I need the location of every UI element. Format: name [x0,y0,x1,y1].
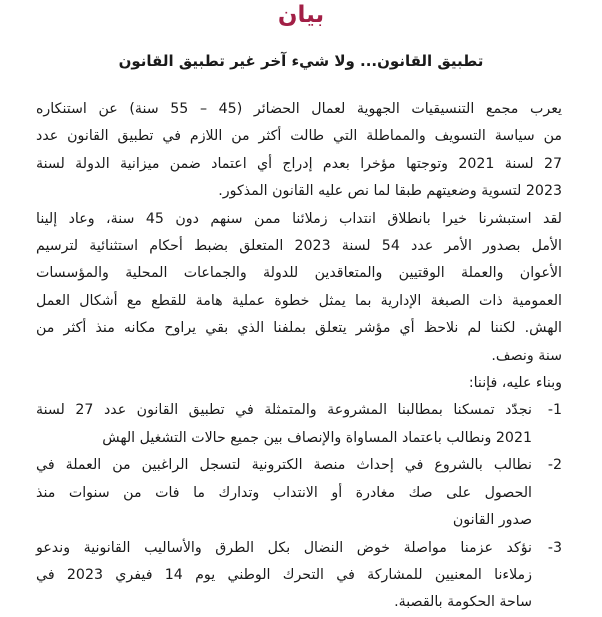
paragraph-1-line: 2023 لتسوية وضعيتهم طبقا لما نص عليه القانون المذكور. [218,183,562,200]
paragraph-2-line: الأمل بصدور الأمر عدد 54 لسنة 2023 المتعلق بضبط أحكام استثنائية لترسيم [36,238,562,255]
list-item-number: 1- [547,402,562,419]
document-body [36,96,562,617]
document-subtitle: تطبيق القانون... ولا شيء آخر غير تطبيق القانون [118,52,484,70]
paragraph-2-line: العمومية ذات الصبغة الإدارية بما يمثل خطوة عملية هامة للقطع مع أشكال العمل [36,292,562,309]
list-item-line: نطالب بالشروع في إحداث منصة الكترونية لتسجل الراغبين من العملة في [36,457,532,474]
paragraph-2-line: الهش. لكننا لم نلاحظ أي مؤشر يتعلق بملفنا الذي بقي يراوح مكانه منذ أكثر من [36,320,562,337]
intro-line-text: وبناء عليه، فإننا: [468,375,562,392]
list-item [36,452,562,534]
list-item-line: صدور القانون [452,512,532,529]
list-item-line: زملاءنا المعنيين للمشاركة في التحرك الوطني يوم 14 فيفري 2023 في [36,566,532,583]
list-item-number: 3- [547,539,562,556]
paragraph-1-line: من سياسة التسويف والمماطلة التي طالت أكثر من اللازم في تطبيق القانون عدد [36,128,562,145]
paragraph-2 [36,206,562,370]
list-item [36,397,562,452]
intro-line [36,370,562,397]
document-title: بيان [277,2,325,28]
paragraph-1-line: يعرب مجمع التنسيقيات الجهوية لعمال الحضائر (45 – 55 سنة) عن استنكاره [36,101,562,117]
list-item-line: نجدّد تمسكنا بمطالبنا المشروعة والمتمثلة في تطبيق القانون عدد 27 لسنة [36,402,532,419]
paragraph-2-line: سنة ونصف. [491,347,562,364]
paragraph-1-line: 27 لسنة 2021 وتوجتها مؤخرا بعدم إدراج أي اعتماد ضمن ميزانية الدولة لسنة [36,155,562,172]
list-item-line: 2021 ونطالب باعتماد المساواة والإنصاف بين جميع حالات التشغيل الهش [102,429,532,446]
list-item-line: نؤكد عزمنا مواصلة خوض النضال بكل الطرق والأساليب القانونية وندعو [36,539,532,556]
paragraph-2-line: لقد استبشرنا خيرا بانطلاق انتداب زملائنا ممن سنهم دون 45 سنة، وعاد إلينا [36,210,562,227]
list-item [36,535,562,617]
paragraph-2-line: الأعوان والعملة الوقتيين والمتعاقدين للدولة والجماعات المحلية والمؤسسات [36,265,562,282]
list-item-line: ساحة الحكومة بالقصبة. [394,594,532,611]
paragraph-1 [36,96,562,206]
list-item-line: الحصول على صك مغادرة أو الانتداب وتدارك ما فات من سنوات منذ [36,484,532,501]
demands-list [36,397,562,616]
list-item-number: 2- [547,457,562,474]
